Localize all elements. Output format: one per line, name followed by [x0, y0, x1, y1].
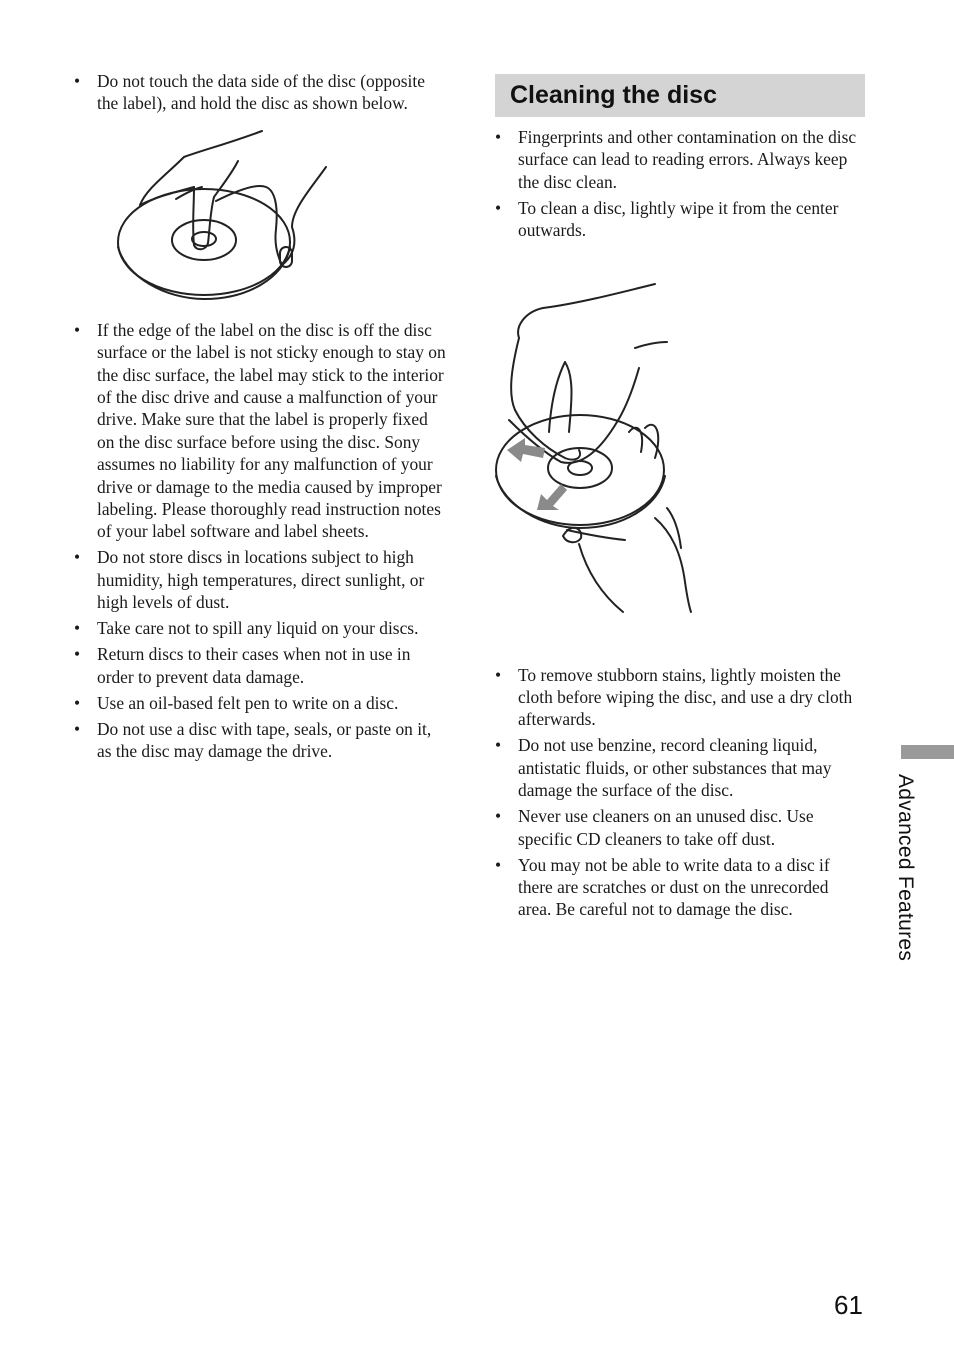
- disc-care-bullet-list: [74, 319, 446, 763]
- list-item: • To remove stubborn stains, lightly moisten the cloth before wiping the disc, and use a dry cloth afterwards.: [495, 664, 865, 731]
- disc-holding-illustration: [116, 127, 336, 307]
- chapter-tab-marker: [901, 745, 954, 759]
- list-item: • Never use cleaners on an unused disc. Use specific CD cleaners to take off dust.: [495, 805, 865, 850]
- section-title: Cleaning the disc: [495, 74, 865, 117]
- list-item: • Do not store discs in locations subject to high humidity, high temperatures, direct sunlight, or high levels of dust.: [74, 546, 446, 613]
- intro-bullet-list: [74, 70, 446, 115]
- list-item: • Use an oil-based felt pen to write on a disc.: [74, 692, 446, 714]
- right-column: [495, 74, 865, 924]
- cleaning-bullet-list-top: [495, 126, 865, 242]
- list-item: • Fingerprints and other contamination on the disc surface can lead to reading errors. Always keep the disc clean.: [495, 126, 865, 193]
- page-number: 61: [834, 1290, 863, 1320]
- list-item: • To clean a disc, lightly wipe it from the center outwards.: [495, 197, 865, 242]
- chapter-side-label: Advanced Features: [894, 774, 917, 962]
- list-item: • You may not be able to write data to a disc if there are scratches or dust on the unrecorded area. Be careful not to damage the disc.: [495, 854, 865, 921]
- list-item: • Do not touch the data side of the disc (opposite the label), and hold the disc as shown below.: [74, 70, 446, 115]
- list-item: • If the edge of the label on the disc is off the disc surface or the label is not sticky enough to stay on the disc surface, the label may stick to the interior of the disc drive and cause a malfunction of your drive. Make sure that the label is properly fixed on the disc surface before using the disc. Sony assumes no liability for any malfunction of your drive or damage to the media caused by improper labeling. Please thoroughly read instruction notes of your label software and label sheets.: [74, 319, 446, 543]
- list-item: • Do not use benzine, record cleaning liquid, antistatic fluids, or other substances that may damage the surface of the disc.: [495, 734, 865, 801]
- left-column: [74, 70, 446, 766]
- disc-cleaning-illustration: [495, 282, 695, 622]
- list-item: • Do not use a disc with tape, seals, or paste on it, as the disc may damage the drive.: [74, 718, 446, 763]
- list-item: • Return discs to their cases when not in use in order to prevent data damage.: [74, 643, 446, 688]
- list-item: • Take care not to spill any liquid on your discs.: [74, 617, 446, 639]
- cleaning-bullet-list-bottom: [495, 664, 865, 921]
